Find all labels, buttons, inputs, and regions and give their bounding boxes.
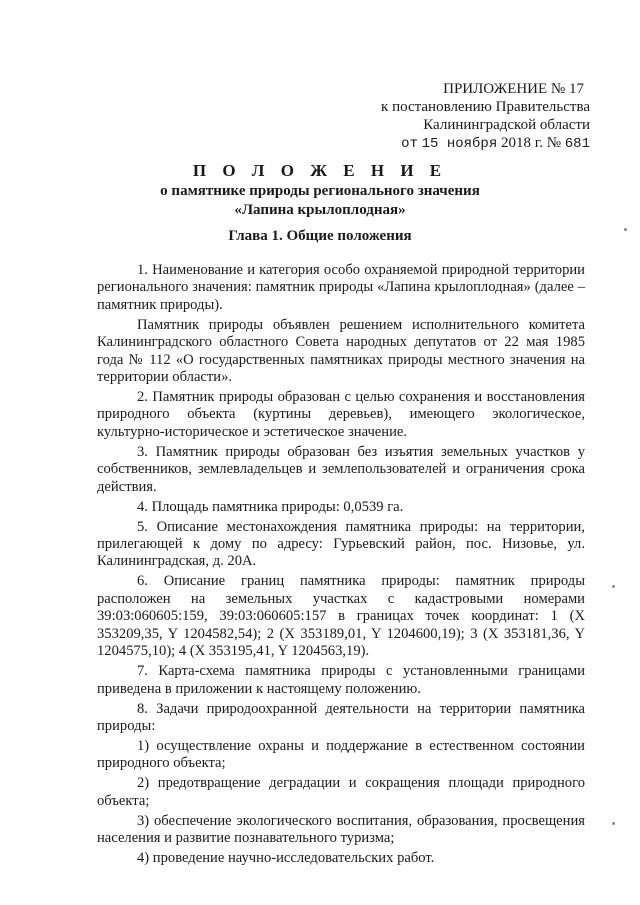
decree-reference: к постановлению Правительства xyxy=(381,99,590,115)
paragraph: 4. Площадь памятника природы: 0,0539 га. xyxy=(137,498,404,515)
chapter-heading: Глава 1. Общие положения xyxy=(228,228,412,244)
paragraph: Памятник природы объявлен решением исполнительного комитета Калининградского областного Совета народных депутатов от 22 мая 1985 года № 112 «О государственных памятниках природы местного значения на территории области». xyxy=(97,316,585,386)
document-body xyxy=(97,262,585,870)
title-main: П О Л О Ж Е Н И Е xyxy=(192,161,448,180)
scan-speck xyxy=(612,822,615,825)
paragraph: 1. Наименование и категория особо охраняемой природной территории регионального значения: памятник природы «Лапина крылоплодная» (далее – памятник природы). xyxy=(97,262,585,313)
list-item: 3) обеспечение экологического воспитания, образования, просвещения населения и развитие познавательного туризма; xyxy=(97,812,585,847)
list-item: 2) предотвращение деградации и сокращения площади природного объекта; xyxy=(97,775,585,809)
scan-speck xyxy=(612,585,615,588)
appendix-number: ПРИЛОЖЕНИЕ № 17 xyxy=(443,81,584,97)
document-title xyxy=(0,160,640,220)
appendix-header xyxy=(350,80,590,153)
paragraph: 6. Описание границ памятника природы: памятник природы расположен на земельных участках с кадастровыми номерами 39:03:060605:159, 39:03:060605:157 в границах точек координат: 1 (X 353209,35, Y 1204582,54); 2 (X 353189,01, Y 1204600,19); 3 (X 353181,36, Y 1204575,10); 4 (X 353195,41, Y 1204563,19). xyxy=(97,573,585,660)
date-day-month: 15 ноября xyxy=(421,136,498,152)
decree-date xyxy=(350,134,590,153)
decree-number: 681 xyxy=(564,136,590,152)
region-name: Калининградской области xyxy=(423,117,590,133)
paragraph: 8. Задачи природоохранной деятельности на территории памятника природы: xyxy=(97,700,585,734)
title-sub1: о памятнике природы регионального значения xyxy=(160,183,480,199)
scan-speck xyxy=(624,228,627,231)
paragraph: 2. Памятник природы образован с целью сохранения и восстановления природного объекта (куртины деревьев), имеющего экологическое, культурно-историческое и эстетическое значение. xyxy=(97,389,585,440)
paragraph: 5. Описание местонахождения памятника природы: на территории, прилегающей к дому по адресу: Гурьевский район, пос. Низовье, ул. Калининградская, д. 20А. xyxy=(97,518,585,570)
paragraph: 7. Карта-схема памятника природы с установленными границами приведена в приложении к настоящему положению. xyxy=(97,663,585,697)
paragraph: 3. Памятник природы образован без изъятия земельных участков у собственников, землевладельцев и землепользователей и ограничения срока действия. xyxy=(97,443,585,495)
date-year: 2018 г. № xyxy=(501,135,562,151)
title-sub2: «Лапина крылоплодная» xyxy=(234,202,406,218)
list-item: 1) осуществление охраны и поддержание в естественном состоянии природного объекта; xyxy=(97,737,585,772)
list-item: 4) проведение научно-исследовательских работ. xyxy=(137,850,435,867)
date-prefix: от xyxy=(401,136,418,152)
